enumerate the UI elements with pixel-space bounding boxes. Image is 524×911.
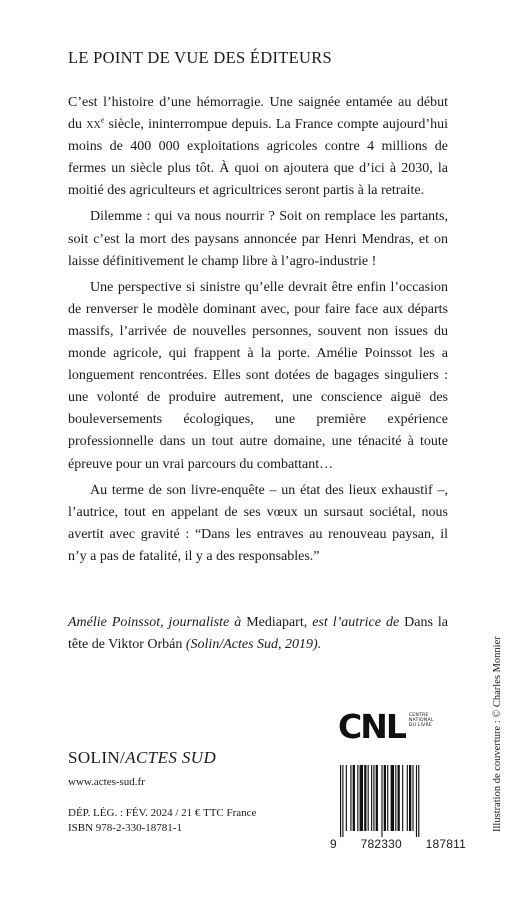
century-superscript: e (100, 115, 105, 125)
legal-deposit-price: DÉP. LÉG. : FÉV. 2024 / 21 € TTC France (68, 807, 257, 819)
barcode-bar (402, 765, 403, 831)
barcode-right-digits: 187811 (425, 837, 466, 851)
barcode-bar (346, 765, 347, 831)
century-numeral: xx (86, 117, 101, 133)
barcode-bar (350, 765, 351, 831)
paragraph-4: Au terme de son livre-enquête – un état des lieux exhaustif –, l’autrice, tout en appelant de ses vœux un sursaut sociétal, nous avertit avec gravité : “Dans les entraves au renouveau paysan, il n’y a pas de fatalité, il y a des responsables.” (68, 482, 448, 564)
barcode-icon (338, 765, 460, 837)
barcode-left-digits: 782330 (360, 837, 402, 851)
barcode-bar (395, 765, 396, 831)
barcode-bar (381, 765, 382, 837)
barcode-bar (371, 765, 372, 831)
barcode-bar (357, 765, 358, 831)
legal-info (68, 806, 256, 836)
barcode-bar (340, 765, 341, 837)
barcode-bar (407, 765, 408, 831)
barcode-bar (353, 765, 355, 831)
barcode-bar (391, 765, 394, 831)
cover-credit: Illustration de couverture : © Charles Monnier (492, 636, 503, 832)
barcode-bar (364, 765, 366, 831)
barcode-bar (373, 765, 374, 831)
barcode-bar (376, 765, 378, 831)
isbn: ISBN 978-2-330-18781-1 (68, 822, 182, 834)
barcode-bar (418, 765, 419, 837)
barcode-bar (384, 765, 386, 831)
publisher-website: www.actes-sud.fr (68, 776, 145, 788)
paragraph-2: Dilemme : qui va nous nourrir ? Soit on remplace les partants, soit c’est la mort des paysans annoncée par Henri Mendras, et on laisse définitivement le champ libre à l’agro-industrie ! (68, 209, 448, 269)
cnl-logo-mark: CNL (338, 707, 405, 746)
cnl-logo-subtitle: CENTRE NATIONAL DU LIVRE (408, 713, 434, 729)
barcode-bar (368, 765, 369, 831)
barcode-bar (387, 765, 388, 831)
publisher-name: SOLIN/ACTES SUD (68, 748, 217, 767)
barcode-bar (360, 765, 363, 831)
barcode-digits (330, 837, 466, 851)
barcode-bar (342, 765, 343, 837)
barcode-lead-digit: 9 (330, 837, 337, 851)
barcode-bar (409, 765, 411, 831)
barcode-bar (398, 765, 400, 831)
author-bio: Amélie Poinssot, journaliste à Mediapart, est l’autrice de Dans la tête de Viktor Orbán (Solin/Actes Sud, 2019). (68, 615, 448, 652)
barcode-bar (412, 765, 413, 831)
paragraph-3: Une perspective si sinistre qu’elle devrait être enfin l’occasion de renverser le modèle dominant avec, pour faire face aux départs massifs, l’arrivée de nouvelles personnes, souvent non issues du monde agricole, qui frappent à la porte. Amélie Poinssot les a longuement rencontrées. Elles sont dotées de bagages singuliers : une volonté de produire autrement, une conscience aiguë des bouleversements écologiques, une première expérience professionnelle dans un tout autre domaine, une ténacité à toute épreuve pour un vrai parcours du combattant… (68, 279, 448, 472)
blurb-text (68, 92, 448, 568)
paragraph-1: C’est l’histoire d’une hémorragie. Une saignée entamée au début du $xx^e$ siècle, ininterrompue depuis. La France compte aujourd’hui moins de 400 000 exploitations agricoles contre 4 millions de fermes un siècle plus tôt. À quoi on ajoutera que d’ici à 2030, la moitié des agriculteurs et agricultrices seront partis à la retraite. (68, 95, 448, 199)
cover-credit-container (492, 612, 508, 832)
barcode-bar (416, 765, 417, 837)
cnl-logo (338, 707, 434, 746)
section-heading: LE POINT DE VUE DES ÉDITEURS (68, 48, 332, 67)
